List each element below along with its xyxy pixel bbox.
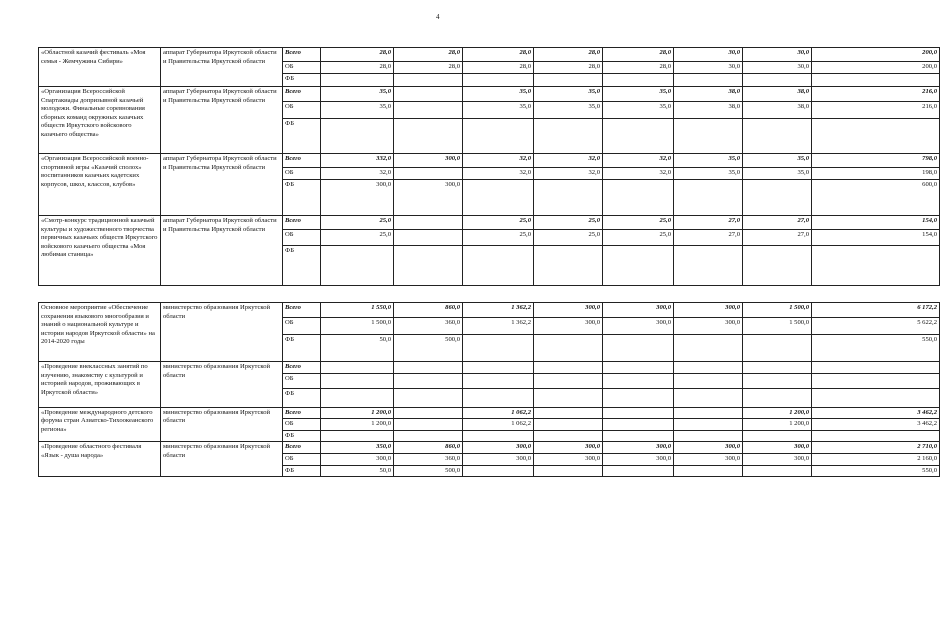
year-value-cell: 35,0 xyxy=(321,87,394,102)
funding-source: Всего xyxy=(283,407,321,419)
total-value-cell: 550,0 xyxy=(812,335,940,362)
year-value-cell: 300,0 xyxy=(534,303,603,318)
year-value-cell: 35,0 xyxy=(743,154,812,168)
year-value-cell xyxy=(394,419,463,431)
year-value-cell: 28,0 xyxy=(394,48,463,62)
year-value-cell xyxy=(463,430,534,442)
year-value-cell: 27,0 xyxy=(674,230,743,246)
year-value-cell xyxy=(534,335,603,362)
year-value-cell: 360,0 xyxy=(394,453,463,465)
year-value-cell: 28,0 xyxy=(534,48,603,62)
activity-name: «Проведение областного фестиваля «Язык - душа народа» xyxy=(39,442,161,477)
year-value-cell: 300,0 xyxy=(534,442,603,454)
total-value-cell xyxy=(812,119,940,154)
year-value-cell xyxy=(394,87,463,102)
year-value-cell: 860,0 xyxy=(394,442,463,454)
year-value-cell: 300,0 xyxy=(534,318,603,335)
year-value-cell: 1 200,0 xyxy=(321,419,394,431)
year-value-cell xyxy=(674,246,743,286)
funding-source: ФБ xyxy=(283,74,321,87)
year-value-cell: 35,0 xyxy=(534,102,603,119)
year-value-cell xyxy=(321,246,394,286)
year-value-cell: 1 062,2 xyxy=(463,419,534,431)
funding-source: Всего xyxy=(283,48,321,62)
year-value-cell: 27,0 xyxy=(743,216,812,230)
table-row xyxy=(39,87,940,102)
year-value-cell: 32,0 xyxy=(534,168,603,180)
total-value-cell xyxy=(812,388,940,407)
year-value-cell xyxy=(674,373,743,388)
executor-name: аппарат Губернатора Иркутской области и Правительства Иркутской области xyxy=(161,87,283,154)
year-value-cell: 350,0 xyxy=(321,442,394,454)
table-row xyxy=(39,48,940,62)
year-value-cell xyxy=(674,119,743,154)
year-value-cell: 30,0 xyxy=(674,62,743,74)
year-value-cell xyxy=(534,119,603,154)
year-value-cell: 300,0 xyxy=(463,453,534,465)
year-value-cell xyxy=(603,180,674,216)
year-value-cell: 38,0 xyxy=(674,87,743,102)
year-value-cell xyxy=(743,430,812,442)
activity-name: «Организация Всероссийской Спартакиады допризывной казачьей молодежи. Финальные соревнования сборных команд окружных казачьих обществ Иркутского войскового казачьего общества» xyxy=(39,87,161,154)
table-row xyxy=(39,407,940,419)
year-value-cell: 32,0 xyxy=(321,168,394,180)
executor-name: аппарат Губернатора Иркутской области и Правительства Иркутской области xyxy=(161,216,283,286)
year-value-cell xyxy=(394,246,463,286)
year-value-cell xyxy=(463,335,534,362)
year-value-cell: 300,0 xyxy=(394,180,463,216)
year-value-cell: 28,0 xyxy=(603,62,674,74)
year-value-cell: 25,0 xyxy=(534,230,603,246)
funding-source: ФБ xyxy=(283,180,321,216)
year-value-cell: 30,0 xyxy=(743,62,812,74)
year-value-cell: 32,0 xyxy=(463,168,534,180)
total-value-cell xyxy=(812,246,940,286)
total-value-cell: 798,0 xyxy=(812,154,940,168)
year-value-cell xyxy=(743,388,812,407)
year-value-cell xyxy=(674,388,743,407)
year-value-cell: 500,0 xyxy=(394,465,463,477)
year-value-cell xyxy=(463,465,534,477)
year-value-cell xyxy=(534,362,603,374)
total-value-cell xyxy=(812,74,940,87)
year-value-cell xyxy=(534,373,603,388)
total-value-cell xyxy=(812,430,940,442)
year-value-cell: 28,0 xyxy=(603,48,674,62)
year-value-cell: 300,0 xyxy=(321,453,394,465)
year-value-cell: 30,0 xyxy=(743,48,812,62)
year-value-cell: 32,0 xyxy=(603,154,674,168)
year-value-cell xyxy=(321,74,394,87)
year-value-cell: 1 550,0 xyxy=(321,303,394,318)
year-value-cell: 25,0 xyxy=(463,230,534,246)
activity-name: «Организация Всероссийской военно-спортивной игры «Казачий сполох» воспитанников казачьих кадетских корпусов, школ, классов, клубов» xyxy=(39,154,161,216)
funding-source: ФБ xyxy=(283,335,321,362)
year-value-cell: 35,0 xyxy=(321,102,394,119)
funding-source: ОБ xyxy=(283,62,321,74)
funding-source: ОБ xyxy=(283,453,321,465)
year-value-cell: 32,0 xyxy=(603,168,674,180)
year-value-cell: 28,0 xyxy=(463,48,534,62)
total-value-cell: 200,0 xyxy=(812,62,940,74)
year-value-cell: 28,0 xyxy=(463,62,534,74)
year-value-cell xyxy=(394,430,463,442)
year-value-cell: 32,0 xyxy=(463,154,534,168)
funding-source: ОБ xyxy=(283,318,321,335)
year-value-cell: 50,0 xyxy=(321,335,394,362)
executor-name: аппарат Губернатора Иркутской области и Правительства Иркутской области xyxy=(161,48,283,87)
year-value-cell: 28,0 xyxy=(321,62,394,74)
table-row xyxy=(39,442,940,454)
executor-name: министерство образования Иркутской области xyxy=(161,362,283,408)
total-value-cell: 216,0 xyxy=(812,102,940,119)
year-value-cell: 27,0 xyxy=(674,216,743,230)
year-value-cell: 300,0 xyxy=(674,453,743,465)
executor-name: министерство образования Иркутской области xyxy=(161,407,283,442)
total-value-cell xyxy=(812,362,940,374)
funding-source: ФБ xyxy=(283,388,321,407)
year-value-cell: 35,0 xyxy=(603,102,674,119)
table-row xyxy=(39,303,940,318)
year-value-cell: 25,0 xyxy=(534,216,603,230)
activity-name: «Областной казачий фестиваль «Моя семья - Жемчужина Сибири» xyxy=(39,48,161,87)
year-value-cell: 28,0 xyxy=(534,62,603,74)
total-value-cell: 200,0 xyxy=(812,48,940,62)
activity-name: «Проведение внеклассных занятий по изучению, знакомству с культурой и историей народов, проживающих в Иркутской области» xyxy=(39,362,161,408)
year-value-cell: 35,0 xyxy=(674,154,743,168)
year-value-cell xyxy=(321,430,394,442)
year-value-cell: 300,0 xyxy=(603,303,674,318)
year-value-cell xyxy=(321,119,394,154)
year-value-cell: 1 200,0 xyxy=(743,407,812,419)
year-value-cell xyxy=(674,74,743,87)
year-value-cell xyxy=(463,119,534,154)
year-value-cell: 300,0 xyxy=(603,453,674,465)
funding-source: Всего xyxy=(283,154,321,168)
funding-source: Всего xyxy=(283,303,321,318)
funding-source: ОБ xyxy=(283,102,321,119)
year-value-cell xyxy=(534,74,603,87)
year-value-cell: 32,0 xyxy=(534,154,603,168)
year-value-cell xyxy=(674,362,743,374)
year-value-cell xyxy=(394,216,463,230)
activity-name: Основное мероприятие «Обеспечение сохранения языкового многообразия и знаний о национальной культуре и истории народов Иркутской области» на 2014-2020 годы xyxy=(39,303,161,362)
year-value-cell: 28,0 xyxy=(321,48,394,62)
year-value-cell: 25,0 xyxy=(603,216,674,230)
year-value-cell xyxy=(743,74,812,87)
year-value-cell xyxy=(463,373,534,388)
year-value-cell: 25,0 xyxy=(463,216,534,230)
section-gap xyxy=(39,286,940,303)
funding-source: ОБ xyxy=(283,373,321,388)
year-value-cell xyxy=(534,430,603,442)
year-value-cell xyxy=(603,373,674,388)
year-value-cell: 35,0 xyxy=(743,168,812,180)
year-value-cell xyxy=(743,180,812,216)
year-value-cell: 1 062,2 xyxy=(463,407,534,419)
year-value-cell: 300,0 xyxy=(394,154,463,168)
year-value-cell xyxy=(674,407,743,419)
year-value-cell xyxy=(463,180,534,216)
year-value-cell xyxy=(463,362,534,374)
year-value-cell: 35,0 xyxy=(674,168,743,180)
year-value-cell: 38,0 xyxy=(743,102,812,119)
year-value-cell: 35,0 xyxy=(463,87,534,102)
year-value-cell xyxy=(394,119,463,154)
year-value-cell: 25,0 xyxy=(321,230,394,246)
year-value-cell xyxy=(463,388,534,407)
funding-source: Всего xyxy=(283,442,321,454)
year-value-cell: 27,0 xyxy=(743,230,812,246)
year-value-cell xyxy=(603,430,674,442)
total-value-cell: 2 160,0 xyxy=(812,453,940,465)
year-value-cell xyxy=(394,362,463,374)
year-value-cell: 300,0 xyxy=(674,318,743,335)
year-value-cell xyxy=(534,180,603,216)
year-value-cell xyxy=(603,246,674,286)
year-value-cell xyxy=(463,74,534,87)
total-value-cell: 2 710,0 xyxy=(812,442,940,454)
table-row xyxy=(39,154,940,168)
year-value-cell: 332,0 xyxy=(321,154,394,168)
year-value-cell xyxy=(534,246,603,286)
executor-name: аппарат Губернатора Иркутской области и Правительства Иркутской области xyxy=(161,154,283,216)
year-value-cell: 300,0 xyxy=(674,303,743,318)
year-value-cell: 38,0 xyxy=(674,102,743,119)
executor-name: министерство образования Иркутской области xyxy=(161,442,283,477)
budget-table xyxy=(38,47,940,477)
year-value-cell xyxy=(743,119,812,154)
total-value-cell: 198,0 xyxy=(812,168,940,180)
year-value-cell xyxy=(603,419,674,431)
year-value-cell xyxy=(534,388,603,407)
year-value-cell xyxy=(674,335,743,362)
funding-source: ФБ xyxy=(283,430,321,442)
year-value-cell: 35,0 xyxy=(463,102,534,119)
year-value-cell: 300,0 xyxy=(603,442,674,454)
activity-name: «Смотр-конкурс традиционной казачьей культуры и художественного творчества первичных казачьих обществ Иркутского войскового казачьего общества «Моя любимая станица» xyxy=(39,216,161,286)
year-value-cell: 1 362,2 xyxy=(463,303,534,318)
year-value-cell xyxy=(394,168,463,180)
year-value-cell xyxy=(743,335,812,362)
year-value-cell xyxy=(394,74,463,87)
funding-source: ОБ xyxy=(283,419,321,431)
year-value-cell: 300,0 xyxy=(603,318,674,335)
year-value-cell xyxy=(463,246,534,286)
year-value-cell: 300,0 xyxy=(743,442,812,454)
year-value-cell: 25,0 xyxy=(321,216,394,230)
gap-cell xyxy=(39,286,940,303)
year-value-cell xyxy=(743,465,812,477)
year-value-cell: 300,0 xyxy=(743,453,812,465)
funding-source: ФБ xyxy=(283,246,321,286)
year-value-cell xyxy=(534,465,603,477)
year-value-cell: 25,0 xyxy=(603,230,674,246)
total-value-cell: 600,0 xyxy=(812,180,940,216)
funding-source: Всего xyxy=(283,87,321,102)
year-value-cell xyxy=(603,407,674,419)
total-value-cell: 550,0 xyxy=(812,465,940,477)
year-value-cell xyxy=(321,362,394,374)
total-value-cell: 216,0 xyxy=(812,87,940,102)
year-value-cell: 35,0 xyxy=(534,87,603,102)
year-value-cell: 28,0 xyxy=(394,62,463,74)
total-value-cell: 3 462,2 xyxy=(812,407,940,419)
executor-name: министерство образования Иркутской области xyxy=(161,303,283,362)
year-value-cell: 35,0 xyxy=(603,87,674,102)
year-value-cell: 360,0 xyxy=(394,318,463,335)
total-value-cell xyxy=(812,373,940,388)
year-value-cell: 38,0 xyxy=(743,87,812,102)
year-value-cell xyxy=(603,362,674,374)
year-value-cell xyxy=(674,465,743,477)
year-value-cell xyxy=(743,362,812,374)
funding-source: Всего xyxy=(283,362,321,374)
table-row xyxy=(39,216,940,230)
year-value-cell: 1 362,2 xyxy=(463,318,534,335)
total-value-cell: 5 622,2 xyxy=(812,318,940,335)
total-value-cell: 154,0 xyxy=(812,230,940,246)
year-value-cell: 300,0 xyxy=(463,442,534,454)
year-value-cell xyxy=(674,430,743,442)
year-value-cell xyxy=(321,388,394,407)
year-value-cell: 300,0 xyxy=(674,442,743,454)
year-value-cell: 1 200,0 xyxy=(743,419,812,431)
year-value-cell xyxy=(394,102,463,119)
total-value-cell: 6 172,2 xyxy=(812,303,940,318)
year-value-cell xyxy=(743,373,812,388)
year-value-cell: 1 500,0 xyxy=(321,318,394,335)
year-value-cell xyxy=(534,419,603,431)
year-value-cell: 300,0 xyxy=(321,180,394,216)
year-value-cell xyxy=(743,246,812,286)
funding-source: ОБ xyxy=(283,168,321,180)
year-value-cell: 50,0 xyxy=(321,465,394,477)
year-value-cell xyxy=(394,388,463,407)
year-value-cell xyxy=(603,388,674,407)
year-value-cell xyxy=(603,465,674,477)
year-value-cell xyxy=(321,373,394,388)
activity-name: «Проведение международного детского форума стран Азиатско-Тихоокеанского региона» xyxy=(39,407,161,442)
year-value-cell: 500,0 xyxy=(394,335,463,362)
year-value-cell xyxy=(674,180,743,216)
year-value-cell: 1 500,0 xyxy=(743,318,812,335)
table-row xyxy=(39,362,940,374)
total-value-cell: 154,0 xyxy=(812,216,940,230)
year-value-cell xyxy=(603,119,674,154)
year-value-cell xyxy=(603,74,674,87)
page-number: 4 xyxy=(436,13,440,21)
funding-source: Всего xyxy=(283,216,321,230)
funding-source: ОБ xyxy=(283,230,321,246)
year-value-cell: 860,0 xyxy=(394,303,463,318)
year-value-cell xyxy=(394,373,463,388)
year-value-cell xyxy=(674,419,743,431)
year-value-cell xyxy=(534,407,603,419)
year-value-cell: 30,0 xyxy=(674,48,743,62)
funding-source: ФБ xyxy=(283,465,321,477)
year-value-cell xyxy=(603,335,674,362)
year-value-cell xyxy=(394,230,463,246)
year-value-cell: 1 200,0 xyxy=(321,407,394,419)
year-value-cell: 300,0 xyxy=(534,453,603,465)
total-value-cell: 3 462,2 xyxy=(812,419,940,431)
year-value-cell xyxy=(394,407,463,419)
funding-source: ФБ xyxy=(283,119,321,154)
year-value-cell: 1 500,0 xyxy=(743,303,812,318)
